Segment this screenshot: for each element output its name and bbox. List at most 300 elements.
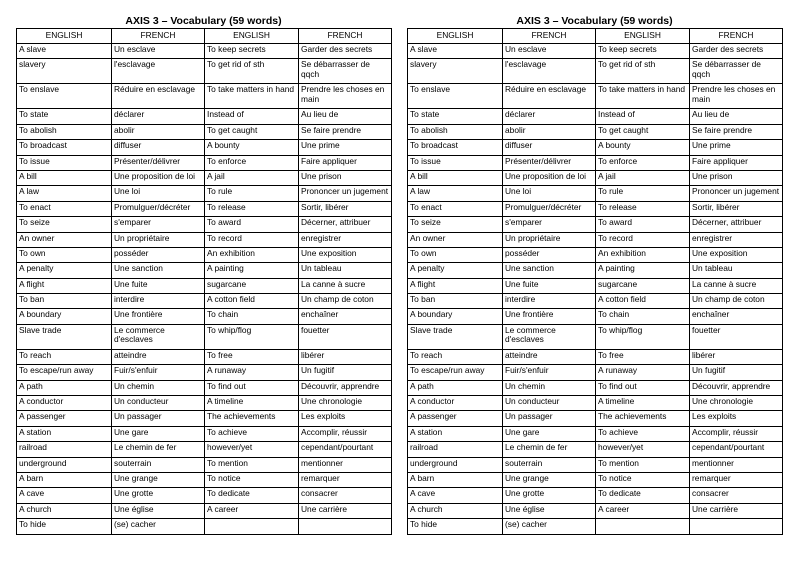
table-row (17, 294, 392, 309)
table-row (408, 278, 783, 293)
english-cell: A path (17, 380, 112, 395)
english-cell: sugarcane (596, 278, 690, 293)
english-cell: A penalty (17, 263, 112, 278)
french-cell: Une proposition de loi (503, 170, 596, 185)
english-cell: A penalty (408, 263, 503, 278)
french-cell: Une carrière (299, 503, 392, 518)
english-cell: A station (17, 426, 112, 441)
english-cell: An owner (17, 232, 112, 247)
french-cell: Sortir, libérer (690, 201, 783, 216)
french-cell: Une chronologie (690, 396, 783, 411)
table-row (408, 457, 783, 472)
french-cell: Le chemin de fer (503, 442, 596, 457)
english-cell: A barn (17, 472, 112, 487)
english-cell: To chain (596, 309, 690, 324)
french-cell: Un chemin (503, 380, 596, 395)
english-cell: To release (596, 201, 690, 216)
english-cell: To take matters in hand (596, 84, 690, 109)
english-cell: To notice (596, 472, 690, 487)
french-cell: Une grotte (503, 488, 596, 503)
column-header: FRENCH (690, 29, 783, 44)
french-cell: Décerner, attribuer (690, 217, 783, 232)
french-cell: Une grotte (112, 488, 205, 503)
english-cell: A boundary (408, 309, 503, 324)
french-cell: diffuser (112, 140, 205, 155)
french-cell: Une prime (690, 140, 783, 155)
column-header: ENGLISH (408, 29, 503, 44)
french-cell: Faire appliquer (299, 155, 392, 170)
french-cell: posséder (112, 247, 205, 262)
french-cell: souterrain (112, 457, 205, 472)
vocabulary-sheet-left (16, 14, 391, 535)
table-row (17, 217, 392, 232)
english-cell: To ban (17, 294, 112, 309)
french-cell: enregistrer (690, 232, 783, 247)
french-cell: enchaîner (690, 309, 783, 324)
english-cell: A church (408, 503, 503, 518)
english-cell: underground (408, 457, 503, 472)
english-cell: A boundary (17, 309, 112, 324)
french-cell: Une exposition (690, 247, 783, 262)
english-cell: A conductor (408, 396, 503, 411)
table-row (408, 84, 783, 109)
english-cell (205, 519, 299, 534)
french-cell: déclarer (503, 109, 596, 124)
french-cell: Une sanction (112, 263, 205, 278)
english-cell: A cave (408, 488, 503, 503)
french-cell: Un chemin (112, 380, 205, 395)
table-row (408, 396, 783, 411)
french-cell: libérer (299, 349, 392, 364)
french-cell: Accomplir, réussir (690, 426, 783, 441)
english-cell: To whip/flog (205, 324, 299, 349)
english-cell: To rule (205, 186, 299, 201)
french-cell: Le commerce d'esclaves (112, 324, 205, 349)
english-cell: Instead of (596, 109, 690, 124)
table-row (408, 170, 783, 185)
table-row (408, 324, 783, 349)
table-row (17, 519, 392, 534)
french-cell: Une exposition (299, 247, 392, 262)
english-cell: To record (205, 232, 299, 247)
english-cell: A station (408, 426, 503, 441)
english-cell: To enslave (17, 84, 112, 109)
english-cell: A slave (408, 44, 503, 59)
french-cell: Un esclave (503, 44, 596, 59)
french-cell: Un conducteur (112, 396, 205, 411)
french-cell: Une proposition de loi (112, 170, 205, 185)
french-cell: Un champ de coton (690, 294, 783, 309)
english-cell: To keep secrets (596, 44, 690, 59)
table-row (17, 426, 392, 441)
french-cell: Fuir/s'enfuir (112, 365, 205, 380)
french-cell: posséder (503, 247, 596, 262)
french-cell: diffuser (503, 140, 596, 155)
table-row (408, 472, 783, 487)
english-cell: A bill (17, 170, 112, 185)
english-cell: To abolish (408, 124, 503, 139)
english-cell: A career (596, 503, 690, 518)
french-cell: Garder des secrets (690, 44, 783, 59)
english-cell: To escape/run away (17, 365, 112, 380)
english-cell (596, 519, 690, 534)
french-cell: déclarer (112, 109, 205, 124)
english-cell: To mention (205, 457, 299, 472)
english-cell: To state (408, 109, 503, 124)
french-cell: (se) cacher (503, 519, 596, 534)
english-cell: To enact (408, 201, 503, 216)
english-cell: Instead of (205, 109, 299, 124)
french-cell: mentionner (690, 457, 783, 472)
english-cell: A runaway (205, 365, 299, 380)
column-header: FRENCH (503, 29, 596, 44)
table-row (17, 380, 392, 395)
french-cell: remarquer (299, 472, 392, 487)
french-cell: atteindre (112, 349, 205, 364)
french-cell: Décerner, attribuer (299, 217, 392, 232)
english-cell: A law (408, 186, 503, 201)
table-row (17, 59, 392, 84)
french-cell: Se faire prendre (690, 124, 783, 139)
french-cell: interdire (503, 294, 596, 309)
french-cell: Prononcer un jugement (690, 186, 783, 201)
table-row (408, 380, 783, 395)
french-cell: Un tableau (299, 263, 392, 278)
french-cell: Une carrière (690, 503, 783, 518)
english-cell: To free (596, 349, 690, 364)
french-cell: Un esclave (112, 44, 205, 59)
french-cell: Une prison (299, 170, 392, 185)
table-row (17, 84, 392, 109)
vocabulary-table (407, 28, 783, 535)
table-row (17, 349, 392, 364)
table-row (17, 396, 392, 411)
english-cell: To escape/run away (408, 365, 503, 380)
header-row (408, 29, 783, 44)
english-cell: A jail (596, 170, 690, 185)
french-cell (299, 519, 392, 534)
french-cell: Une chronologie (299, 396, 392, 411)
french-cell: Une loi (112, 186, 205, 201)
french-cell: La canne à sucre (299, 278, 392, 293)
table-row (17, 232, 392, 247)
french-cell: Un champ de coton (299, 294, 392, 309)
english-cell: To free (205, 349, 299, 364)
english-cell: An exhibition (596, 247, 690, 262)
english-cell: To rule (596, 186, 690, 201)
english-cell: Slave trade (408, 324, 503, 349)
french-cell: enregistrer (299, 232, 392, 247)
french-cell: La canne à sucre (690, 278, 783, 293)
english-cell: To state (17, 109, 112, 124)
english-cell: To achieve (205, 426, 299, 441)
french-cell: s'emparer (503, 217, 596, 232)
french-cell: Une fuite (112, 278, 205, 293)
english-cell: To abolish (17, 124, 112, 139)
french-cell: Fuir/s'enfuir (503, 365, 596, 380)
table-row (408, 217, 783, 232)
english-cell: To find out (205, 380, 299, 395)
french-cell: Un passager (112, 411, 205, 426)
table-row (408, 155, 783, 170)
french-cell: Une frontière (112, 309, 205, 324)
french-cell: consacrer (690, 488, 783, 503)
table-row (17, 44, 392, 59)
french-cell: Promulguer/décréter (112, 201, 205, 216)
french-cell: Un propriétaire (112, 232, 205, 247)
french-cell: l'esclavage (503, 59, 596, 84)
table-row (408, 426, 783, 441)
english-cell: To achieve (596, 426, 690, 441)
column-header: ENGLISH (17, 29, 112, 44)
french-cell: Se faire prendre (299, 124, 392, 139)
french-cell: Un tableau (690, 263, 783, 278)
table-row (17, 186, 392, 201)
french-cell: consacrer (299, 488, 392, 503)
table-row (17, 155, 392, 170)
french-cell: Une prime (299, 140, 392, 155)
french-cell: Se débarrasser de qqch (690, 59, 783, 84)
english-cell: however/yet (596, 442, 690, 457)
french-cell: Prendre les choses en main (299, 84, 392, 109)
table-row (408, 488, 783, 503)
table-row (17, 488, 392, 503)
english-cell: A cave (17, 488, 112, 503)
french-cell: Une grange (503, 472, 596, 487)
french-cell: souterrain (503, 457, 596, 472)
table-row (17, 247, 392, 262)
english-cell: sugarcane (205, 278, 299, 293)
table-row (17, 442, 392, 457)
sheet-title: AXIS 3 – Vocabulary (59 words) (125, 15, 282, 27)
english-cell: To reach (17, 349, 112, 364)
table-row (408, 140, 783, 155)
table-row (408, 263, 783, 278)
french-cell: (se) cacher (112, 519, 205, 534)
table-row (17, 472, 392, 487)
table-row (17, 309, 392, 324)
french-cell: Prononcer un jugement (299, 186, 392, 201)
french-cell: Une église (112, 503, 205, 518)
column-header: FRENCH (112, 29, 205, 44)
french-cell: cependant/pourtant (299, 442, 392, 457)
english-cell: To enforce (596, 155, 690, 170)
table-row (408, 411, 783, 426)
french-cell: Présenter/délivrer (112, 155, 205, 170)
table-row (408, 201, 783, 216)
english-cell: To award (205, 217, 299, 232)
english-cell: A flight (17, 278, 112, 293)
english-cell: An owner (408, 232, 503, 247)
french-cell: Un conducteur (503, 396, 596, 411)
english-cell: To get caught (205, 124, 299, 139)
vocabulary-sheet-right (407, 14, 782, 535)
english-cell: The achievements (205, 411, 299, 426)
english-cell: To broadcast (408, 140, 503, 155)
table-row (17, 457, 392, 472)
english-cell: A timeline (596, 396, 690, 411)
french-cell: Une frontière (503, 309, 596, 324)
french-cell: mentionner (299, 457, 392, 472)
table-row (17, 201, 392, 216)
english-cell: underground (17, 457, 112, 472)
french-cell: Le commerce d'esclaves (503, 324, 596, 349)
english-cell: A painting (596, 263, 690, 278)
table-row (17, 140, 392, 155)
french-cell: s'emparer (112, 217, 205, 232)
table-row (408, 365, 783, 380)
french-cell: abolir (503, 124, 596, 139)
table-row (17, 263, 392, 278)
english-cell: To issue (408, 155, 503, 170)
french-cell: fouetter (299, 324, 392, 349)
column-header: FRENCH (299, 29, 392, 44)
french-cell: interdire (112, 294, 205, 309)
french-cell: Sortir, libérer (299, 201, 392, 216)
english-cell: To get rid of sth (596, 59, 690, 84)
french-cell: Réduire en esclavage (112, 84, 205, 109)
french-cell: Les exploits (299, 411, 392, 426)
french-cell: Une fuite (503, 278, 596, 293)
english-cell: A bounty (205, 140, 299, 155)
header-row (17, 29, 392, 44)
french-cell: Une sanction (503, 263, 596, 278)
english-cell: A conductor (17, 396, 112, 411)
french-cell: l'esclavage (112, 59, 205, 84)
english-cell: To ban (408, 294, 503, 309)
french-cell: Un fugitif (690, 365, 783, 380)
table-row (408, 442, 783, 457)
table-row (408, 519, 783, 534)
english-cell: To issue (17, 155, 112, 170)
english-cell: A timeline (205, 396, 299, 411)
table-row (17, 170, 392, 185)
french-cell: remarquer (690, 472, 783, 487)
table-row (17, 124, 392, 139)
table-row (408, 349, 783, 364)
english-cell: To get rid of sth (205, 59, 299, 84)
english-cell: A bill (408, 170, 503, 185)
french-cell: Prendre les choses en main (690, 84, 783, 109)
table-row (17, 324, 392, 349)
french-cell: Promulguer/décréter (503, 201, 596, 216)
english-cell: A barn (408, 472, 503, 487)
english-cell: To hide (408, 519, 503, 534)
english-cell: To keep secrets (205, 44, 299, 59)
table-row (408, 232, 783, 247)
table-row (408, 309, 783, 324)
english-cell: To chain (205, 309, 299, 324)
french-cell: Une église (503, 503, 596, 518)
english-cell: To take matters in hand (205, 84, 299, 109)
english-cell: To dedicate (205, 488, 299, 503)
table-row (408, 247, 783, 262)
english-cell: A painting (205, 263, 299, 278)
english-cell: A cotton field (596, 294, 690, 309)
english-cell: A passenger (408, 411, 503, 426)
english-cell: A cotton field (205, 294, 299, 309)
english-cell: To hide (17, 519, 112, 534)
table-row (408, 503, 783, 518)
english-cell: To award (596, 217, 690, 232)
french-cell: Une gare (503, 426, 596, 441)
table-row (17, 365, 392, 380)
english-cell: To record (596, 232, 690, 247)
table-row (408, 44, 783, 59)
french-cell: Un fugitif (299, 365, 392, 380)
english-cell: A jail (205, 170, 299, 185)
english-cell: To notice (205, 472, 299, 487)
table-row (408, 109, 783, 124)
french-cell: Faire appliquer (690, 155, 783, 170)
table-row (17, 411, 392, 426)
sheet-title: AXIS 3 – Vocabulary (59 words) (516, 15, 673, 27)
column-header: ENGLISH (596, 29, 690, 44)
table-row (408, 294, 783, 309)
english-cell: A path (408, 380, 503, 395)
english-cell: A runaway (596, 365, 690, 380)
french-cell: Une gare (112, 426, 205, 441)
english-cell: To release (205, 201, 299, 216)
french-cell: Réduire en esclavage (503, 84, 596, 109)
french-cell: Les exploits (690, 411, 783, 426)
english-cell: A passenger (17, 411, 112, 426)
english-cell: To enact (17, 201, 112, 216)
french-cell: Découvrir, apprendre (690, 380, 783, 395)
french-cell: Présenter/délivrer (503, 155, 596, 170)
english-cell: A church (17, 503, 112, 518)
english-cell: To get caught (596, 124, 690, 139)
french-cell: Au lieu de (299, 109, 392, 124)
english-cell: A flight (408, 278, 503, 293)
table-row (17, 278, 392, 293)
english-cell: railroad (17, 442, 112, 457)
table-row (17, 503, 392, 518)
english-cell: The achievements (596, 411, 690, 426)
english-cell: A law (17, 186, 112, 201)
table-row (17, 109, 392, 124)
french-cell: Une grange (112, 472, 205, 487)
french-cell: Se débarrasser de qqch (299, 59, 392, 84)
french-cell: Un passager (503, 411, 596, 426)
table-row (408, 124, 783, 139)
english-cell: To reach (408, 349, 503, 364)
english-cell: To own (408, 247, 503, 262)
french-cell: Une loi (503, 186, 596, 201)
vocabulary-table (16, 28, 392, 535)
english-cell: A bounty (596, 140, 690, 155)
french-cell: Garder des secrets (299, 44, 392, 59)
english-cell: A career (205, 503, 299, 518)
french-cell: enchaîner (299, 309, 392, 324)
french-cell: abolir (112, 124, 205, 139)
english-cell: Slave trade (17, 324, 112, 349)
french-cell: Découvrir, apprendre (299, 380, 392, 395)
english-cell: To seize (17, 217, 112, 232)
table-row (408, 59, 783, 84)
english-cell: slavery (408, 59, 503, 84)
column-header: ENGLISH (205, 29, 299, 44)
english-cell: To broadcast (17, 140, 112, 155)
french-cell: Un propriétaire (503, 232, 596, 247)
english-cell: To enslave (408, 84, 503, 109)
table-row (408, 186, 783, 201)
english-cell: slavery (17, 59, 112, 84)
french-cell: Accomplir, réussir (299, 426, 392, 441)
french-cell: Le chemin de fer (112, 442, 205, 457)
english-cell: To dedicate (596, 488, 690, 503)
english-cell: To own (17, 247, 112, 262)
